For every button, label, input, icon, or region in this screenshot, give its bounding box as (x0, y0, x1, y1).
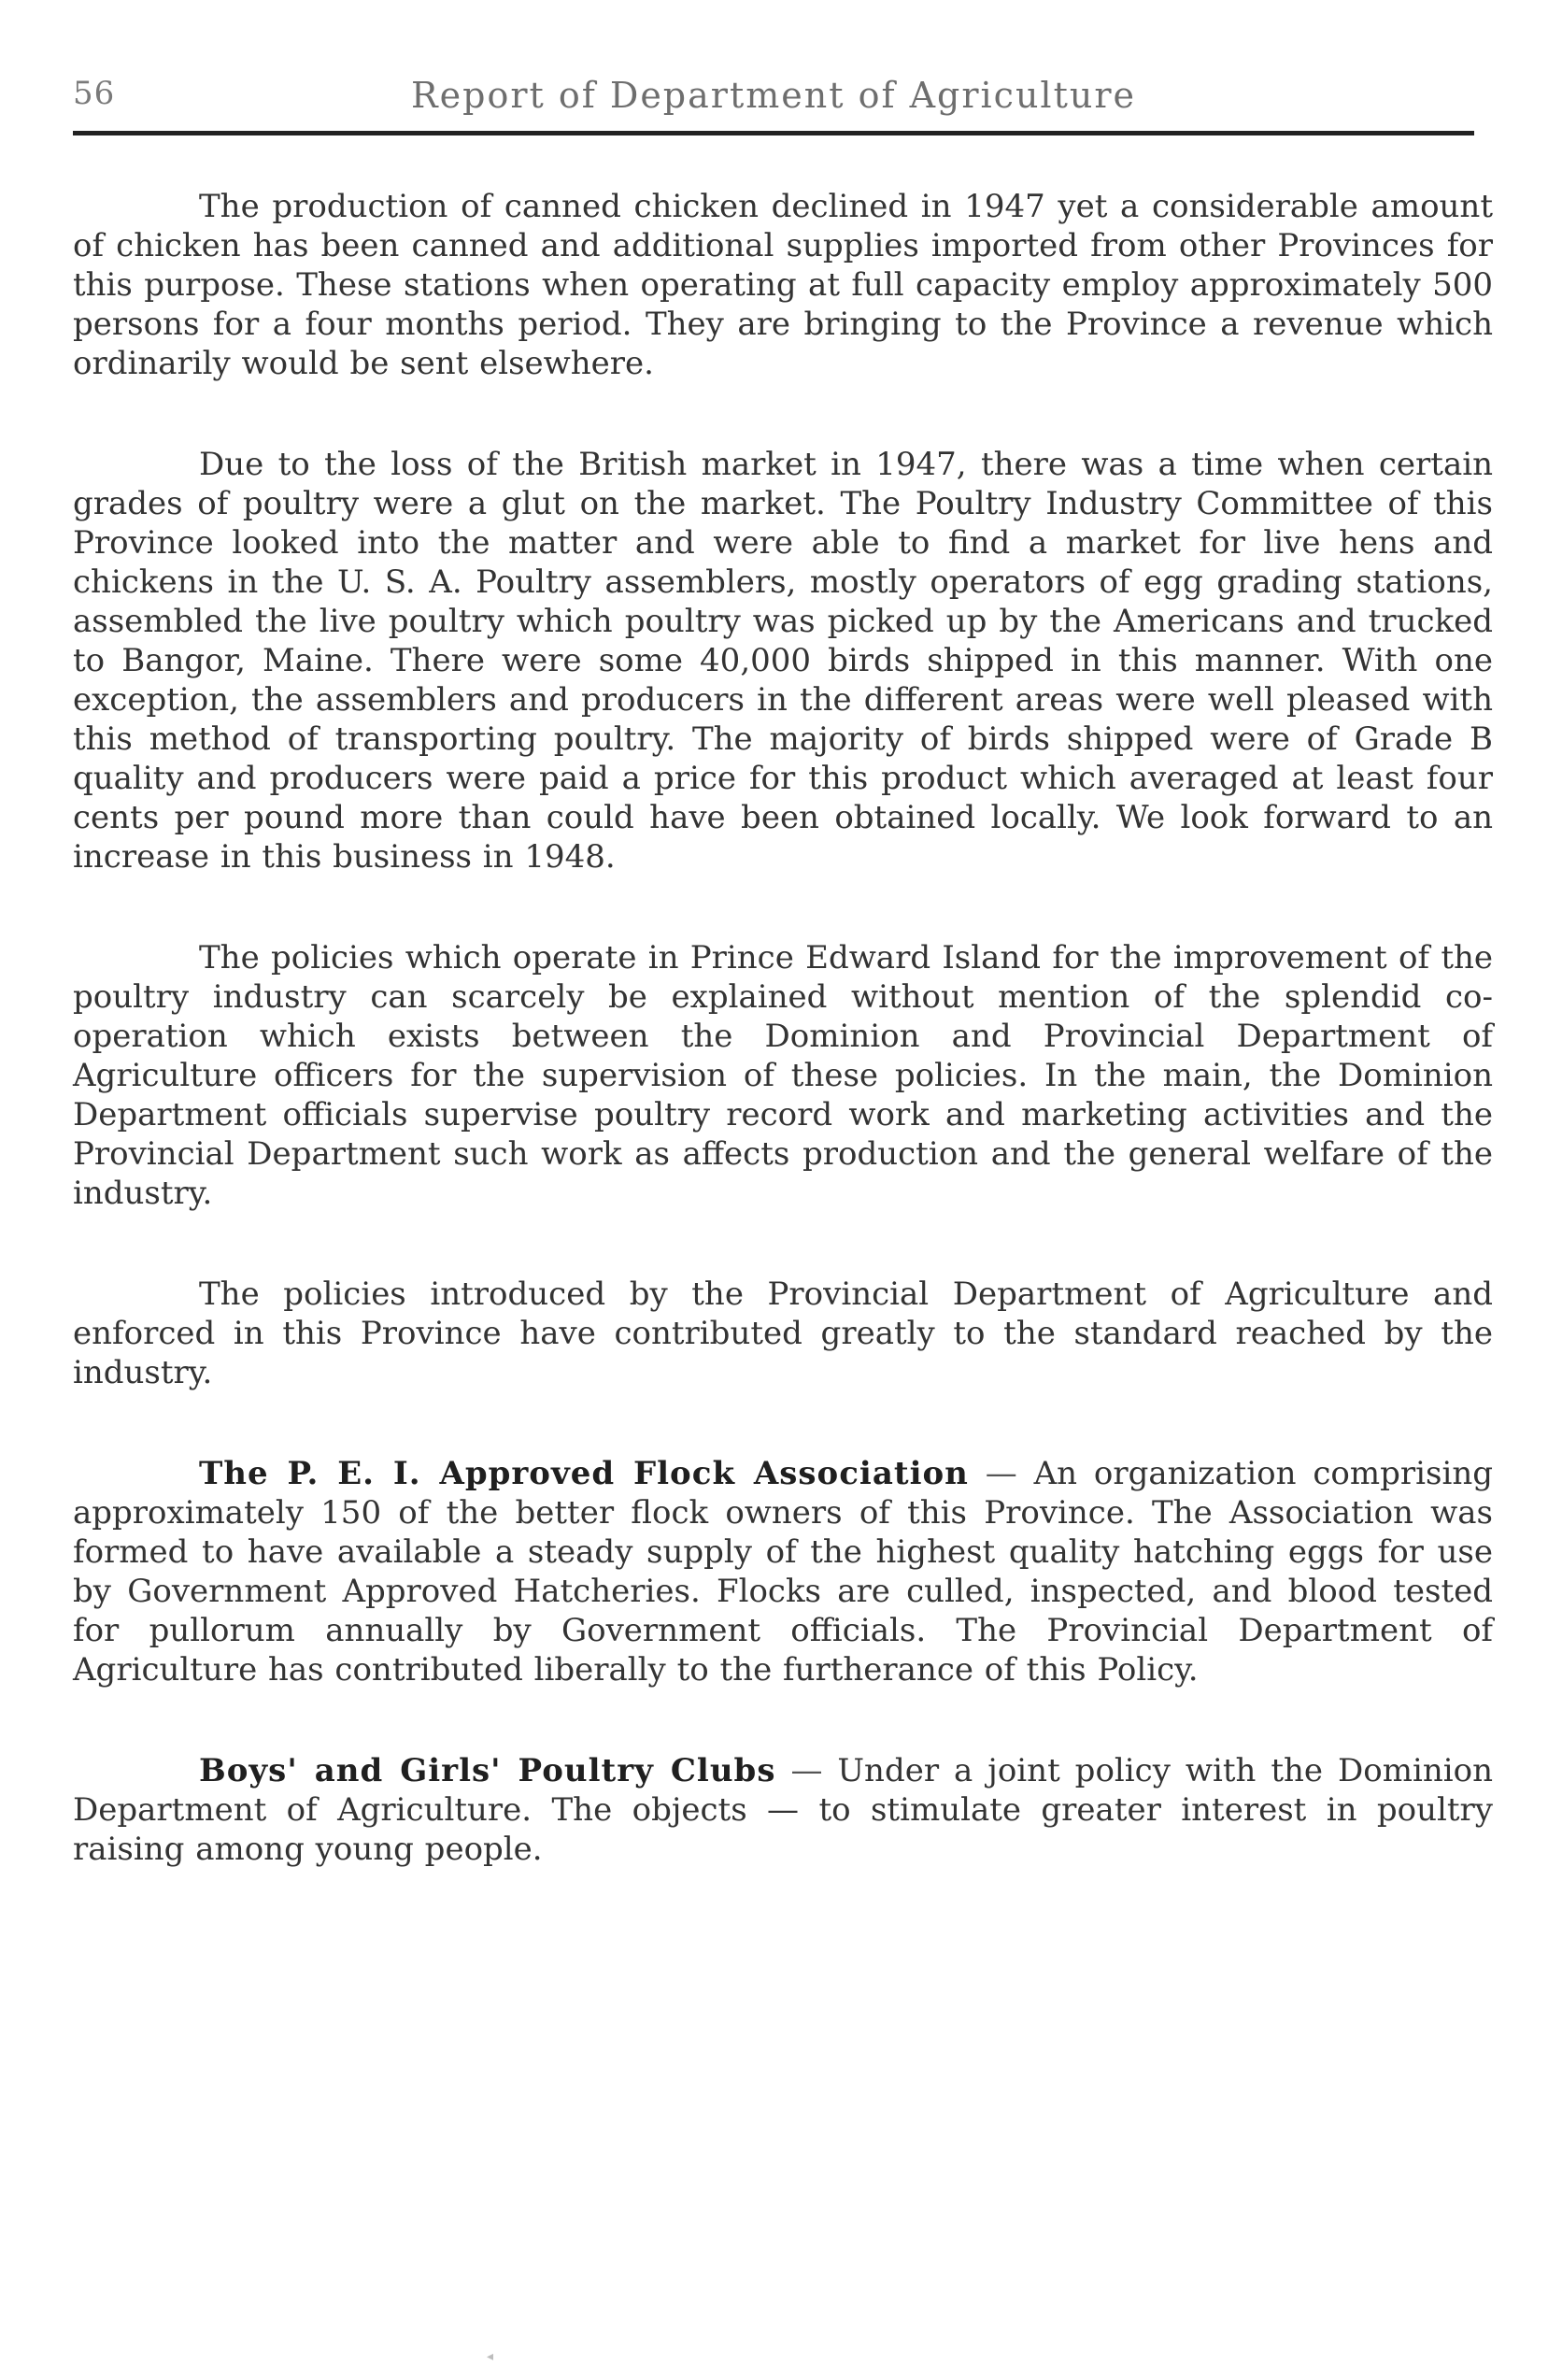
paragraph-provincial-policies: The policies introduced by the Provincial Department of Agriculture and enforced in this Province have contributed greatly to the standard reached by the industry. (73, 1276, 1493, 1391)
running-title: Report of Department of Agriculture (411, 75, 1136, 116)
section-dash: — (775, 1752, 838, 1789)
page-header (73, 75, 1474, 135)
paragraph-british-market: Due to the loss of the British market in 1947, there was a time when certain grades of poultry were a glut on the market. The Poultry Industry Committee of this Province looked into the matter and were able to find a market for live hens and chickens in the U. S. A. Poultry assemblers, mostly operators of egg grading stations, assembled the live poultry which poultry was picked up by the Americans and trucked to Bangor, Maine. There were some 40,000 birds shipped in this manner. With one exception, the assemblers and producers in the different areas were well pleased with this method of transporting poultry. The majority of birds shipped were of Grade B quality and producers were paid a price for this product which averaged at least four cents per pound more than could have been obtained locally. We look forward to an increase in this business in 1948. (73, 446, 1493, 876)
section-heading: Boys' and Girls' Poultry Clubs (199, 1752, 776, 1789)
scan-speck: ◂ (487, 2349, 494, 2364)
section-text: An organization comprising approximately 150 of the better flock owners of this Province. The Association was formed to have available a steady supply of the highest quality hatching eggs for use by Government Approved Hatcheries. Flocks are culled, inspected, and blood tested for pullorum annually by Government officials. The Provincial Department of Agriculture has contributed liberally to the furtherance of this Policy. (73, 1455, 1493, 1689)
paragraph-canned-chicken: The production of canned chicken declined in 1947 yet a considerable amount of chicken has been canned and additional supplies imported from other Provinces for this purpose. These stations when operating at full capacity employ approximately 500 persons for a four months period. They are bringing to the Province a revenue which ordinarily would be sent elsewhere. (73, 188, 1493, 382)
header-rule (73, 131, 1474, 135)
section-text: Under a joint policy with the Dominion Department of Agriculture. The objects — to stimulate greater interest in poultry raising among young people. (73, 1752, 1493, 1868)
page-number: 56 (73, 75, 116, 112)
section-dash: — (968, 1455, 1034, 1492)
paragraph-policies-cooperation: The policies which operate in Prince Edward Island for the improvement of the poultry industry can scarcely be explained without mention of the splendid co-operation which exists between the Dominion and Provincial Department of Agriculture officers for the supervision of these policies. In the main, the Dominion Department officials supervise poultry record work and marketing activities and the Provincial Department such work as affects production and the general welfare of the industry. (73, 939, 1493, 1212)
body-text (73, 187, 1493, 1931)
section-poultry-clubs (73, 1751, 1493, 1869)
section-heading: The P. E. I. Approved Flock Association (199, 1455, 969, 1492)
section-approved-flock (73, 1454, 1493, 1689)
